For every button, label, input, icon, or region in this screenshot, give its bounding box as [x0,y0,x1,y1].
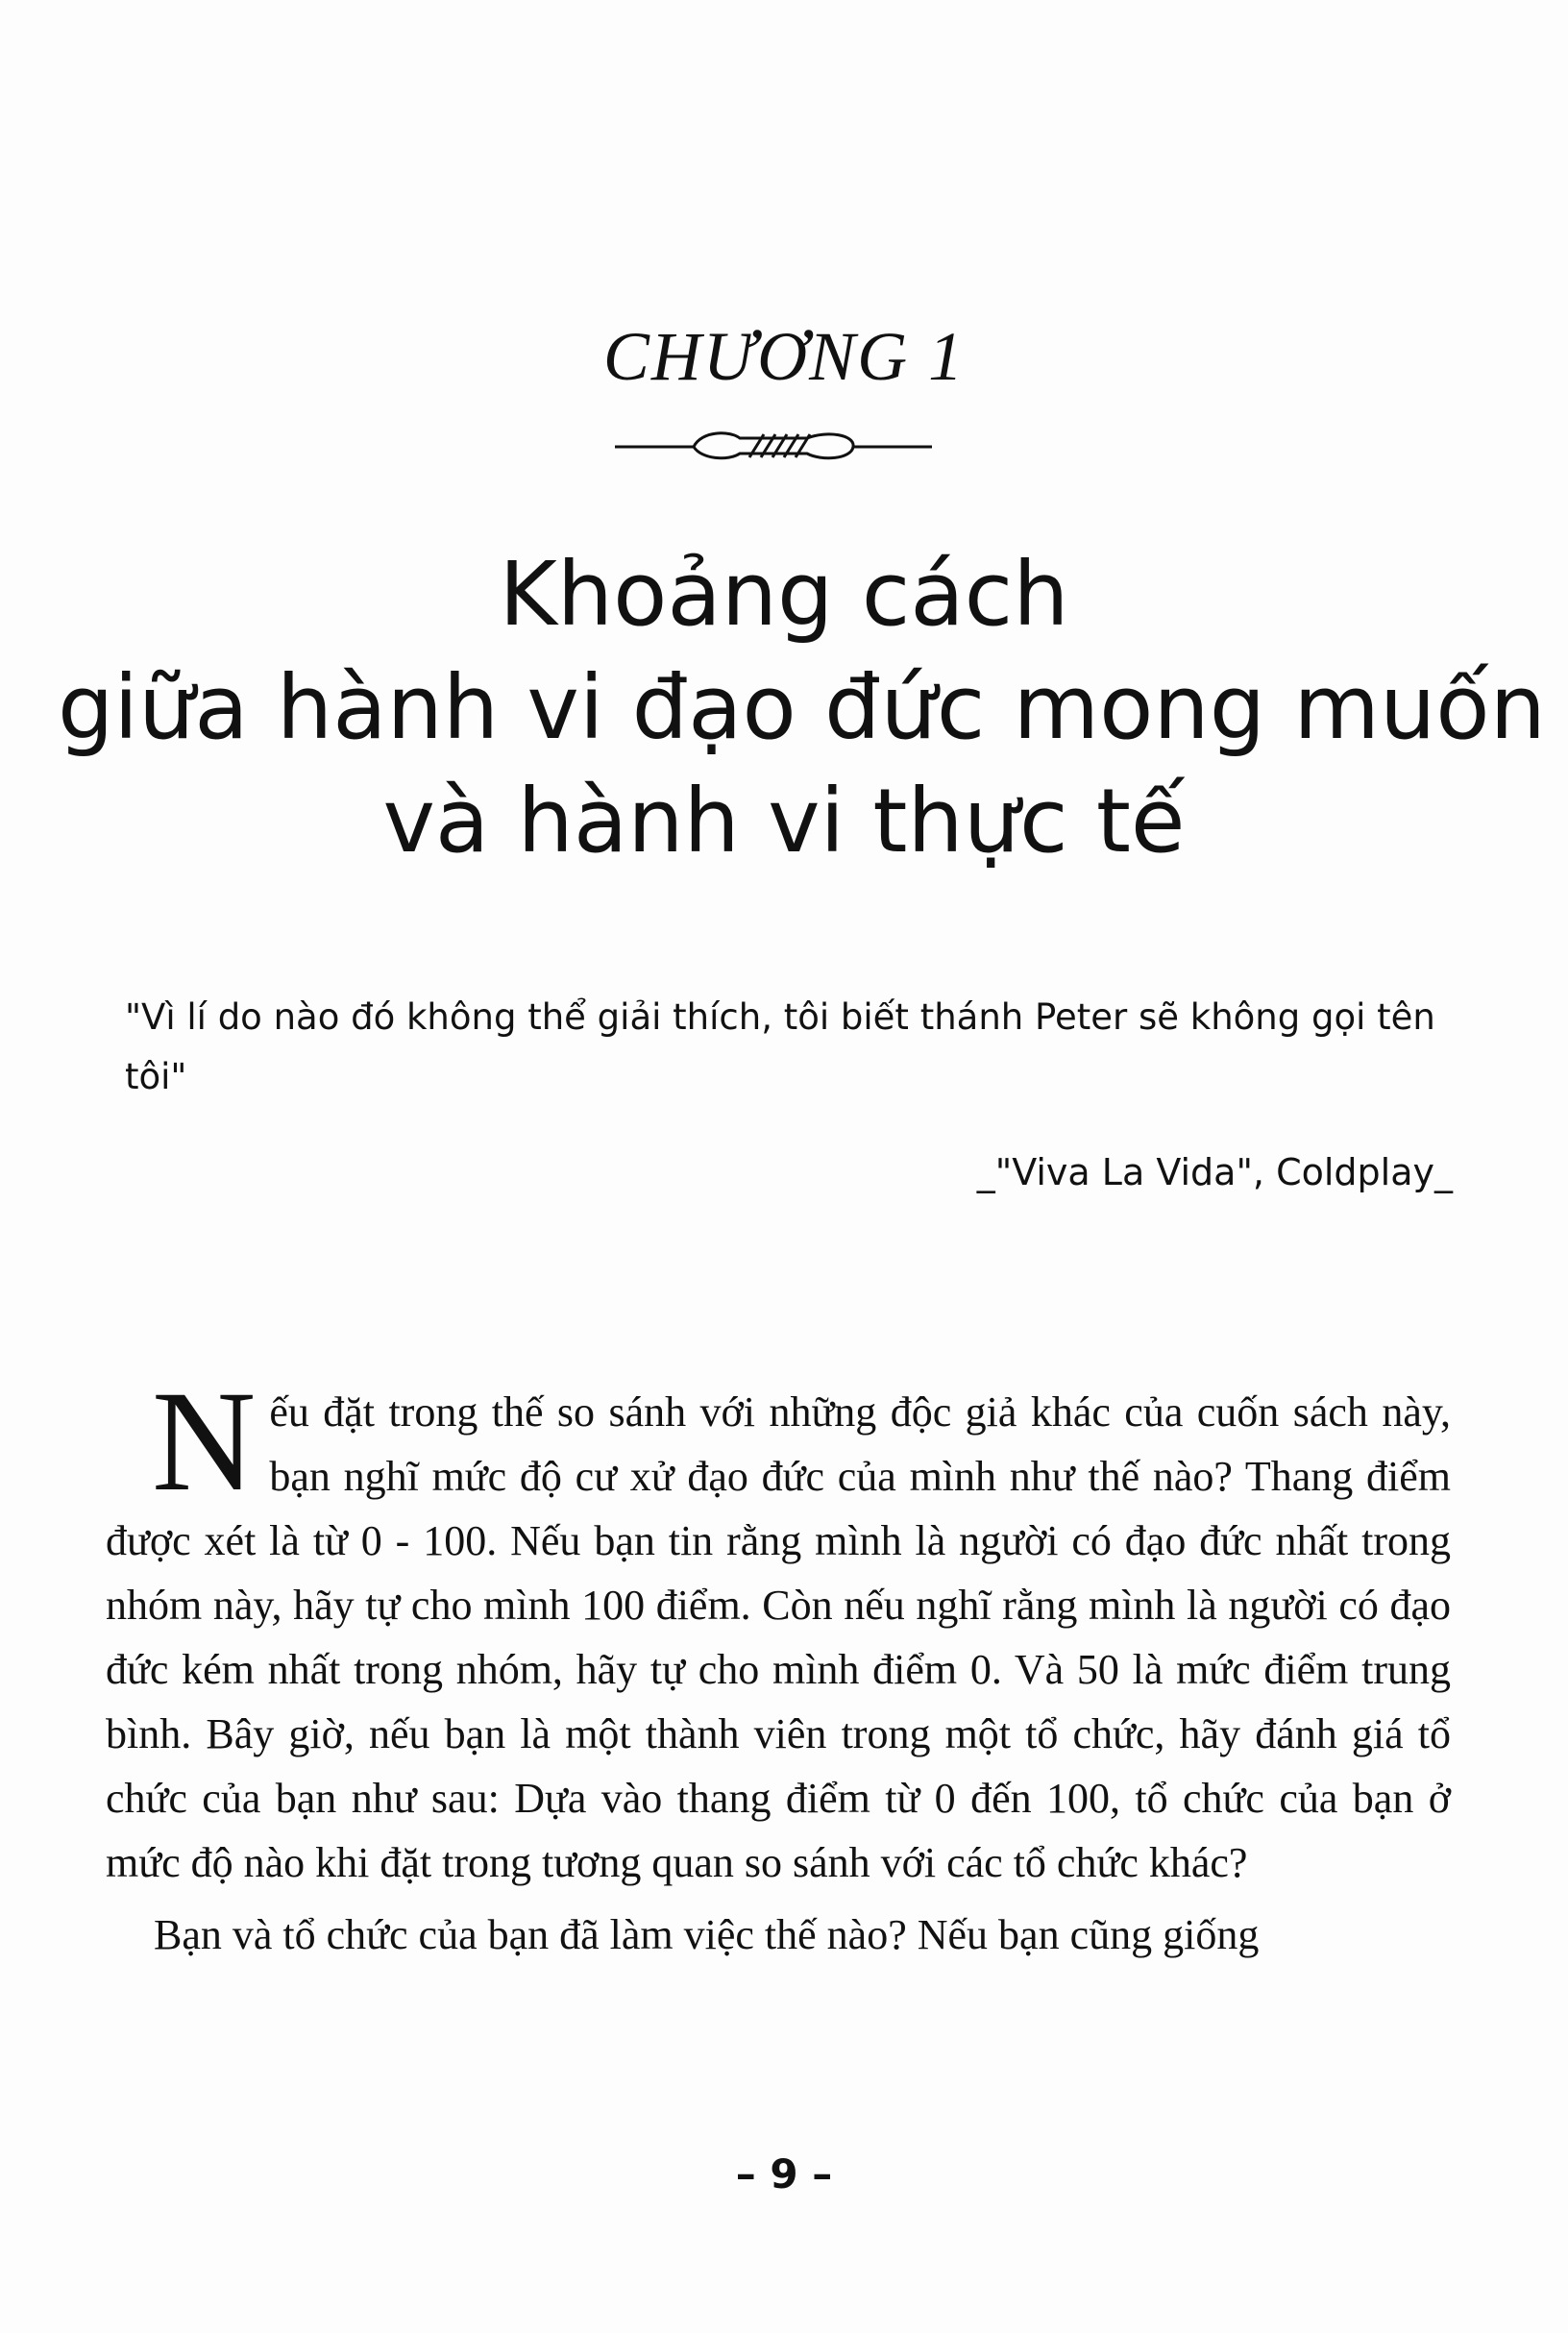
drop-cap: N [152,1362,257,1521]
paragraph-1-text: ếu đặt trong thế so sánh với những độc giả khác của cuốn sách này, bạn nghĩ mức độ cư xử đạo đức của mình như thế nào? Thang điểm được xét là từ 0 - 100. Nếu bạn tin rằng mình là người có đạo đức nhất trong nhóm này, hãy tự cho mình 100 điểm. Còn nếu nghĩ rằng mình là người có đạo đức kém nhất trong nhóm, hãy tự cho mình điểm 0. Và 50 là mức điểm trung bình. Bây giờ, nếu bạn là một thành viên trong một tổ chức, hãy đánh giá tổ chức của bạn như sau: Dựa vào thang điểm từ 0 đến 100, tổ chức của bạn ở mức độ nào khi đặt trong tương quan so sánh với các tổ chức khác? [106,1388,1451,1886]
paragraph-1 [106,1362,1451,1895]
title-line-3: và hành vi thực tế [382,770,1186,872]
title-line-2: giữa hành vi đạo đức mong muốn [58,656,1546,759]
chapter-title [58,538,1546,878]
epigraph-source: _"Viva La Vida", Coldplay_ [976,1151,1453,1193]
scroll-ornament-icon [615,421,932,469]
chapter-label: CHƯƠNG 1 [602,318,966,395]
body-text [106,1362,1451,1967]
paragraph-2: Bạn và tổ chức của bạn đã làm việc thế nào? Nếu bạn cũng giống [154,1911,1260,1958]
page-number: – 9 – [735,2150,833,2198]
title-line-1: Khoảng cách [499,543,1069,646]
epigraph-quote: "Vì lí do nào đó không thể giải thích, tôi biết thánh Peter sẽ không gọi tên tôi" [125,996,1435,1097]
